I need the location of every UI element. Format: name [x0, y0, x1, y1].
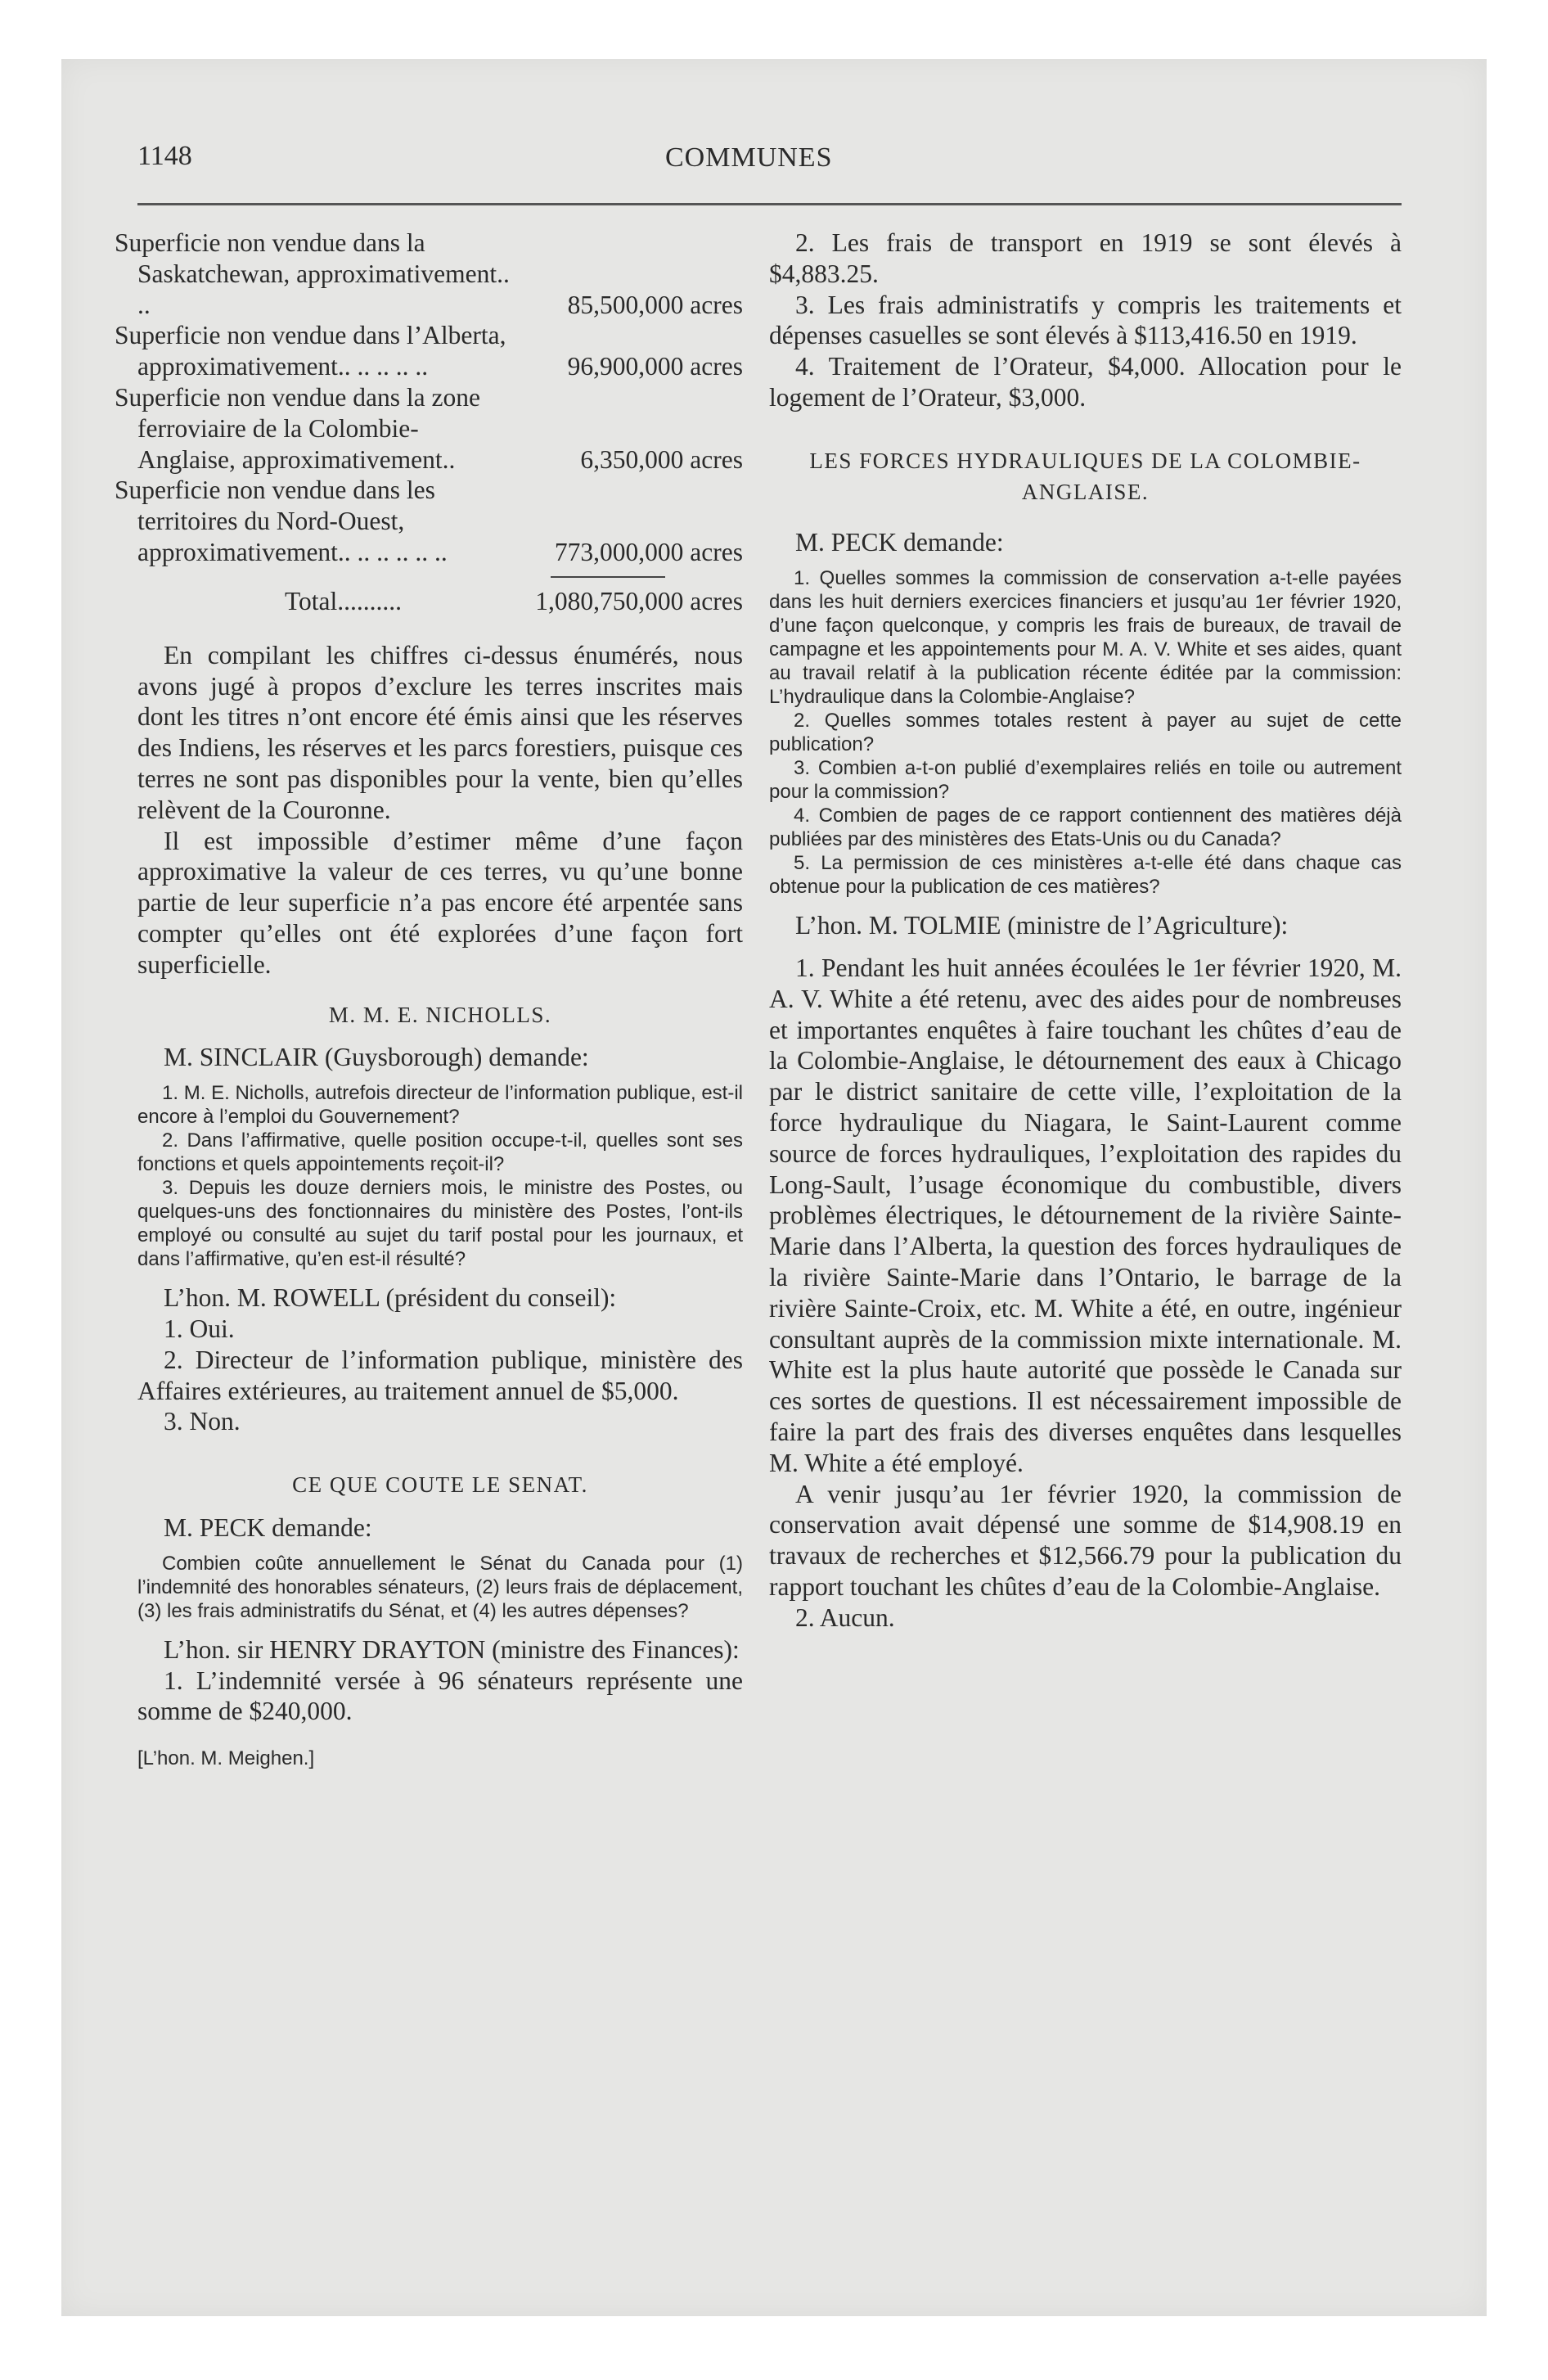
table-row — [137, 228, 743, 320]
total-amount: 1,080,750,000 acres — [535, 586, 743, 615]
question-item: 2. Quelles sommes totales restent à payer au sujet de cette publication? — [769, 710, 1402, 756]
question-item: 1. Quelles sommes la commission de conservation a-t-elle payées dans les huit derniers exercices financiers et jusqu’au 1er février 1920, d’une façon quelconque, y compris les frais de bureaux, de travail de campagne et les appointements pour M. A. V. White et ses aides, quant au travail relatif à la publication récente éditée par la commission: L’hydraulique dans la Colombie-Anglaise? — [769, 567, 1402, 709]
land-table — [115, 228, 743, 568]
question-item: 1. M. E. Nicholls, autrefois directeur de l’information publique, est-il encore à l’emploi du Gouvernement? — [137, 1082, 743, 1129]
asker-line: M. PECK demande: — [795, 528, 1004, 557]
asker-line: M. PECK demande: — [164, 1512, 372, 1542]
question-item: 3. Depuis les douze derniers mois, le ministre des Postes, ou quelques-uns des fonctionnaires du ministère des Postes, l’ont-ils employé ou consulté au sujet du tarif postal pour les journaux, et dans l’affirmative, qu’en est-il résulté? — [137, 1177, 743, 1271]
answerer-line: L’hon. sir HENRY DRAYTON (ministre des Finances): — [164, 1634, 740, 1664]
running-title: COMMUNES — [665, 142, 833, 173]
answer-item: 1. L’indemnité versée à 96 sénateurs représente une somme de $240,000. — [137, 1666, 743, 1726]
page-header — [137, 141, 1402, 190]
table-row — [137, 382, 743, 475]
page-number: 1148 — [137, 141, 192, 171]
answer-paragraph: 1. Pendant les huit années écoulées le 1er février 1920, M. A. V. White a été retenu, avec des aides pour de nombreuses et importantes enquêtes à faire touchant les chûtes d’eau de la Colombie-Anglaise, le détournement des eaux à Chicago par le district sanitaire de cette ville, l’exploitation de la force hydraulique du Niagara, le Saint-Laurent comme source de forces hydrauliques, l’exploitation des rapides du Long-Sault, l’usage économique du combustible, divers problèmes électriques, le détournement de la rivière Sainte-Marie dans l’Alberta, la question des forces hydrauliques de la rivière Sainte-Marie dans l’Ontario, le barrage de la rivière Sainte-Croix, etc. M. White a été, en outre, ingénieur consultant auprès de la commission mixte internationale. M. White est la plus haute autorité que possède le Canada sur ces sortes de questions. Il est nécessairement impossible de faire la part des frais des diverses enquêtes dans lesquelles M. White a été employé. — [769, 953, 1402, 1477]
land-description: Superficie non vendue dans les territoires du Nord-Ouest, approximativement.. .. .. .. .. .. — [115, 476, 448, 566]
answerer-line: L’hon. M. ROWELL (président du conseil): — [164, 1283, 617, 1313]
table-row — [137, 320, 743, 382]
paragraph: Il est impossible d’estimer même d’une façon approximative la valeur de ces terres, vu qu’une bonne partie de leur superficie n’a pas encore été arpentée sans compter qu’elles ont été explorées d’une façon fort superficielle. — [137, 826, 743, 979]
table-row — [137, 475, 743, 567]
page-footer: [L’hon. M. Meighen.] — [137, 1747, 315, 1770]
answer-paragraph: A venir jusqu’au 1er février 1920, la commission de conservation avait dépensé une somme de $14,908.19 en travaux de recherches et $12,566.79 pour la publication du rapport touchant les chûtes d’eau de la Colombie-Anglaise. — [769, 1479, 1402, 1601]
answer-item: 2. Directeur de l’information publique, ministère des Affaires extérieures, au traitement annuel de $5,000. — [137, 1345, 743, 1405]
land-amount: 85,500,000 acres — [567, 290, 743, 319]
answer-item: 1. Oui. — [164, 1314, 235, 1343]
total-row — [137, 579, 743, 629]
left-column — [115, 228, 743, 1770]
answer-item: 4. Traitement de l’Orateur, $4,000. Allocation pour le logement de l’Orateur, $3,000. — [769, 352, 1402, 412]
total-label: Total.......... — [285, 586, 403, 615]
section-heading: M. M. E. NICHOLLS. — [328, 1002, 552, 1027]
answer-item: 2. Les frais de transport en 1919 se sont élevés à $4,883.25. — [769, 228, 1402, 288]
question-list — [769, 566, 1402, 899]
question-item: 4. Combien de pages de ce rapport contiennent des matières déjà publiées par des ministères des Etats-Unis ou du Canada? — [769, 805, 1402, 851]
answer-item: 2. Aucun. — [795, 1602, 895, 1632]
answer-item: 3. Non. — [164, 1407, 241, 1436]
answer-item: 3. Les frais administratifs y compris les traitements et dépenses casuelles se sont élevés à $113,416.50 en 1919. — [769, 290, 1402, 350]
paragraph: En compilant les chiffres ci-dessus énumérés, nous avons jugé à propos d’exclure les terres inscrites mais dont les titres n’ont encore été émis ainsi que les réserves des Indiens, les réserves et les parcs forestiers, puisque ces terres ne sont pas disponibles pour la vente, bien qu’elles relèvent de la Couronne. — [137, 640, 743, 824]
section-heading: LES FORCES HYDRAULIQUES DE LA COLOMBIE-ANGLAISE. — [809, 448, 1361, 504]
total-rule — [551, 576, 665, 578]
header-rule — [137, 203, 1402, 205]
question-list — [137, 1081, 743, 1271]
land-amount: 773,000,000 acres — [554, 537, 743, 566]
right-column — [769, 228, 1402, 1634]
question-item: 5. La permission de ces ministères a-t-elle été dans chaque cas obtenue pour la publication de ces matières? — [769, 852, 1402, 899]
section-heading: CE QUE COUTE LE SENAT. — [292, 1472, 588, 1498]
land-amount: 6,350,000 acres — [580, 444, 743, 474]
asker-line: M. SINCLAIR (Guysborough) demande: — [164, 1043, 589, 1072]
answerer-line: L’hon. M. TOLMIE (ministre de l’Agriculture): — [795, 911, 1289, 940]
question-list — [137, 1552, 743, 1623]
question-item: 2. Dans l’affirmative, quelle position occupe-t-il, quelles sont ses fonctions et quels appointements reçoit-il? — [137, 1129, 743, 1176]
question-item: 3. Combien a-t-on publié d’exemplaires reliés en toile ou autrement pour la commission? — [769, 757, 1402, 804]
land-amount: 96,900,000 acres — [567, 352, 743, 381]
land-description: Superficie non vendue dans la zone ferroviaire de la Colombie-Anglaise, approximativement.. — [115, 382, 480, 474]
land-description: Superficie non vendue dans la Saskatchewan, approximativement.. .. — [115, 228, 510, 319]
question-item: Combien coûte annuellement le Sénat du Canada pour (1) l’indemnité des honorables sénateurs, (2) leurs frais de déplacement, (3) les frais administratifs du Sénat, et (4) les autres dépenses? — [137, 1552, 743, 1622]
land-description: Superficie non vendue dans l’Alberta, approximativement.. .. .. .. .. — [115, 321, 506, 381]
